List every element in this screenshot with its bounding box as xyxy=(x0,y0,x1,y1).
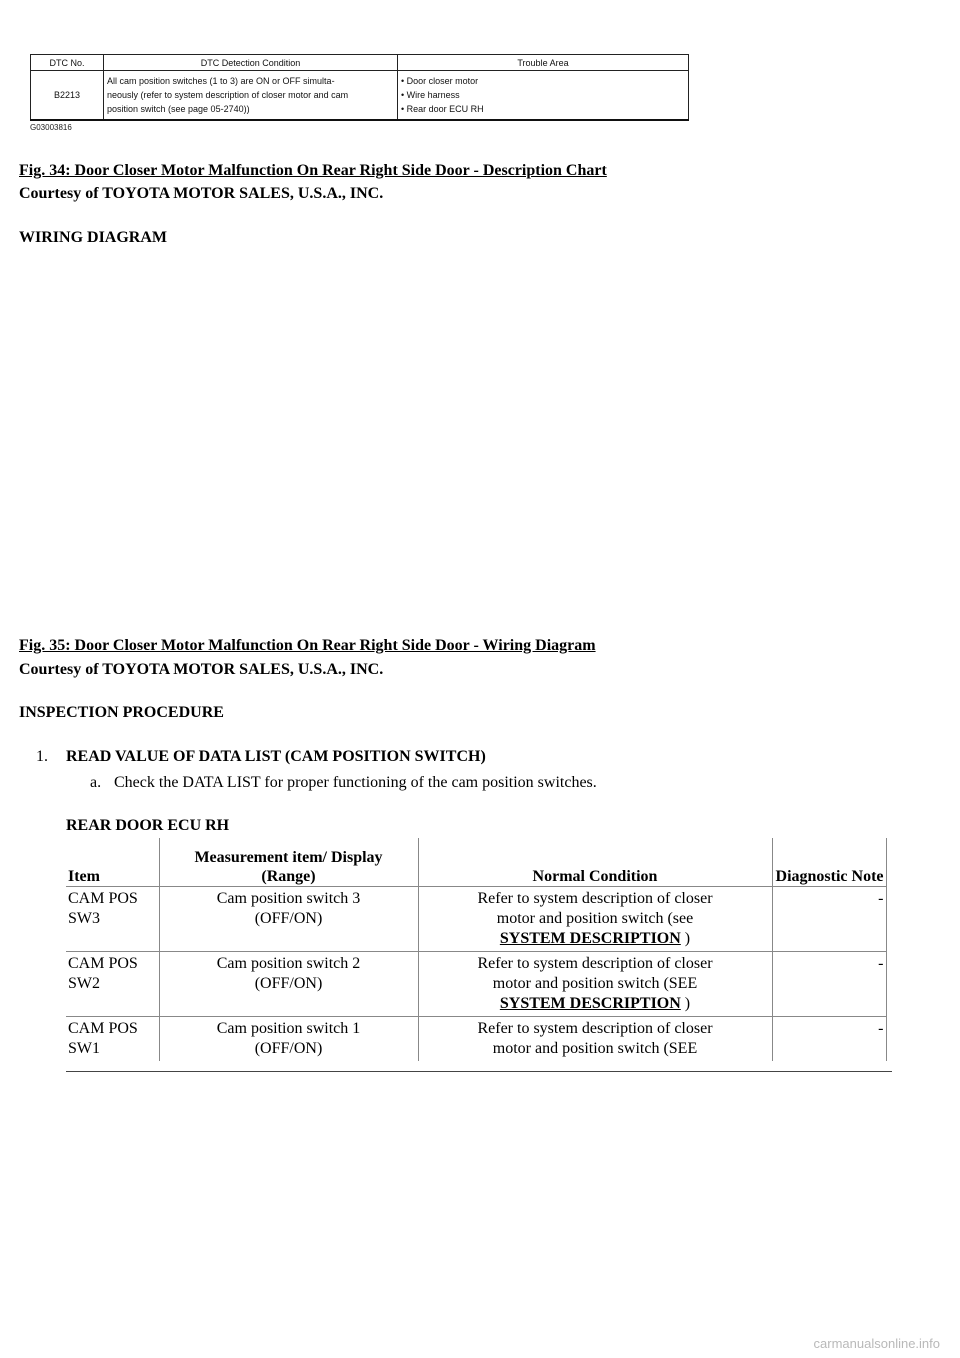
header-measurement-line: (Range) xyxy=(261,868,316,885)
fig35-courtesy: Courtesy of TOYOTA MOTOR SALES, U.S.A., INC. xyxy=(19,661,384,678)
cell-item-line: CAM POS xyxy=(68,890,138,907)
fig35-title-link[interactable]: Fig. 35: Door Closer Motor Malfunction On Rear Right Side Door - Wiring Diagram xyxy=(19,637,596,654)
cell-normal-condition xyxy=(418,887,772,952)
cell-diagnostic-note: - xyxy=(772,1017,886,1062)
system-description-link[interactable]: SYSTEM DESCRIPTION xyxy=(499,995,681,1012)
cell-normal-condition xyxy=(418,952,772,1017)
cell-item-line: SW2 xyxy=(68,975,100,992)
dtc-code: B2213 xyxy=(31,71,104,121)
cell-measurement xyxy=(159,887,418,952)
cell-diagnostic-note: - xyxy=(772,887,886,952)
cell-normal-line: motor and position switch (SEE xyxy=(492,1040,698,1057)
substep-letter: a. xyxy=(90,774,102,791)
fig34-courtesy: Courtesy of TOYOTA MOTOR SALES, U.S.A., INC. xyxy=(19,185,384,202)
cell-normal-line xyxy=(421,929,770,949)
cell-normal-line: motor and position switch (see xyxy=(496,910,694,927)
cell-measurement-line: Cam position switch 3 xyxy=(216,890,361,907)
dtc-trouble-line: • Door closer motor xyxy=(401,76,479,86)
cell-diagnostic-note: - xyxy=(772,952,886,1017)
dtc-header-condition: DTC Detection Condition xyxy=(104,55,398,71)
table-row xyxy=(66,887,886,952)
cell-item xyxy=(66,1017,159,1062)
dtc-trouble-line: • Rear door ECU RH xyxy=(401,104,484,114)
link-tail: ) xyxy=(680,995,691,1012)
cell-item-line: SW3 xyxy=(68,910,100,927)
cell-item-line: CAM POS xyxy=(68,1020,138,1037)
header-item: Item xyxy=(68,868,100,885)
header-normal-condition: Normal Condition xyxy=(418,838,772,887)
cell-measurement-line: (OFF/ON) xyxy=(254,1040,323,1057)
cell-normal-line: motor and position switch (SEE xyxy=(492,975,698,992)
cell-measurement xyxy=(159,1017,418,1062)
dtc-header-no: DTC No. xyxy=(31,55,104,71)
cell-measurement xyxy=(159,952,418,1017)
dtc-header-row xyxy=(31,55,689,71)
cell-measurement-line: Cam position switch 1 xyxy=(216,1020,361,1037)
cell-item-line: CAM POS xyxy=(68,955,138,972)
step-number: 1. xyxy=(36,748,48,765)
cell-normal-condition xyxy=(418,1017,772,1062)
data-list-title: REAR DOOR ECU RH xyxy=(66,817,230,834)
cell-item xyxy=(66,887,159,952)
dtc-condition-line: neously (refer to system description of closer motor and cam xyxy=(107,90,349,100)
fig34-title-link[interactable]: Fig. 34: Door Closer Motor Malfunction On Rear Right Side Door - Description Chart xyxy=(19,162,607,179)
inspection-procedure-heading: INSPECTION PROCEDURE xyxy=(19,704,224,721)
wiring-diagram-heading: WIRING DIAGRAM xyxy=(19,229,167,246)
cell-measurement-line: (OFF/ON) xyxy=(254,910,323,927)
dtc-condition xyxy=(104,71,398,121)
table-row xyxy=(66,1017,886,1062)
bottom-divider xyxy=(66,1071,892,1072)
dtc-trouble-area xyxy=(398,71,689,121)
data-list-header-row xyxy=(66,838,886,887)
dtc-trouble-line: • Wire harness xyxy=(401,90,460,100)
dtc-body-row xyxy=(31,71,689,121)
cell-normal-line: Refer to system description of closer xyxy=(477,1020,713,1037)
cell-normal-line: Refer to system description of closer xyxy=(477,955,713,972)
cell-normal-line: Refer to system description of closer xyxy=(477,890,713,907)
substep-text: Check the DATA LIST for proper functioning of the cam position switches. xyxy=(114,774,597,791)
cell-measurement-line: (OFF/ON) xyxy=(254,975,323,992)
cell-item xyxy=(66,952,159,1017)
dtc-condition-line: All cam position switches (1 to 3) are ON or OFF simulta- xyxy=(107,76,335,86)
cell-item-line: SW1 xyxy=(68,1040,100,1057)
data-list-table xyxy=(66,838,887,1061)
system-description-link[interactable]: SYSTEM DESCRIPTION xyxy=(499,930,681,947)
dtc-condition-line: position switch (see page 05-2740)) xyxy=(107,104,250,114)
header-measurement-line: Measurement item/ Display xyxy=(194,849,383,866)
header-diagnostic-note: Diagnostic Note xyxy=(772,838,886,887)
step-title: READ VALUE OF DATA LIST (CAM POSITION SWITCH) xyxy=(66,748,486,765)
dtc-description-chart xyxy=(30,54,689,121)
image-id: G03003816 xyxy=(30,123,72,132)
header-measurement xyxy=(159,838,418,887)
table-row xyxy=(66,952,886,1017)
link-tail: ) xyxy=(680,930,691,947)
cell-measurement-line: Cam position switch 2 xyxy=(216,955,361,972)
dtc-header-trouble: Trouble Area xyxy=(398,55,689,71)
watermark: carmanualsonline.info xyxy=(813,1336,940,1351)
cell-normal-line xyxy=(421,994,770,1014)
